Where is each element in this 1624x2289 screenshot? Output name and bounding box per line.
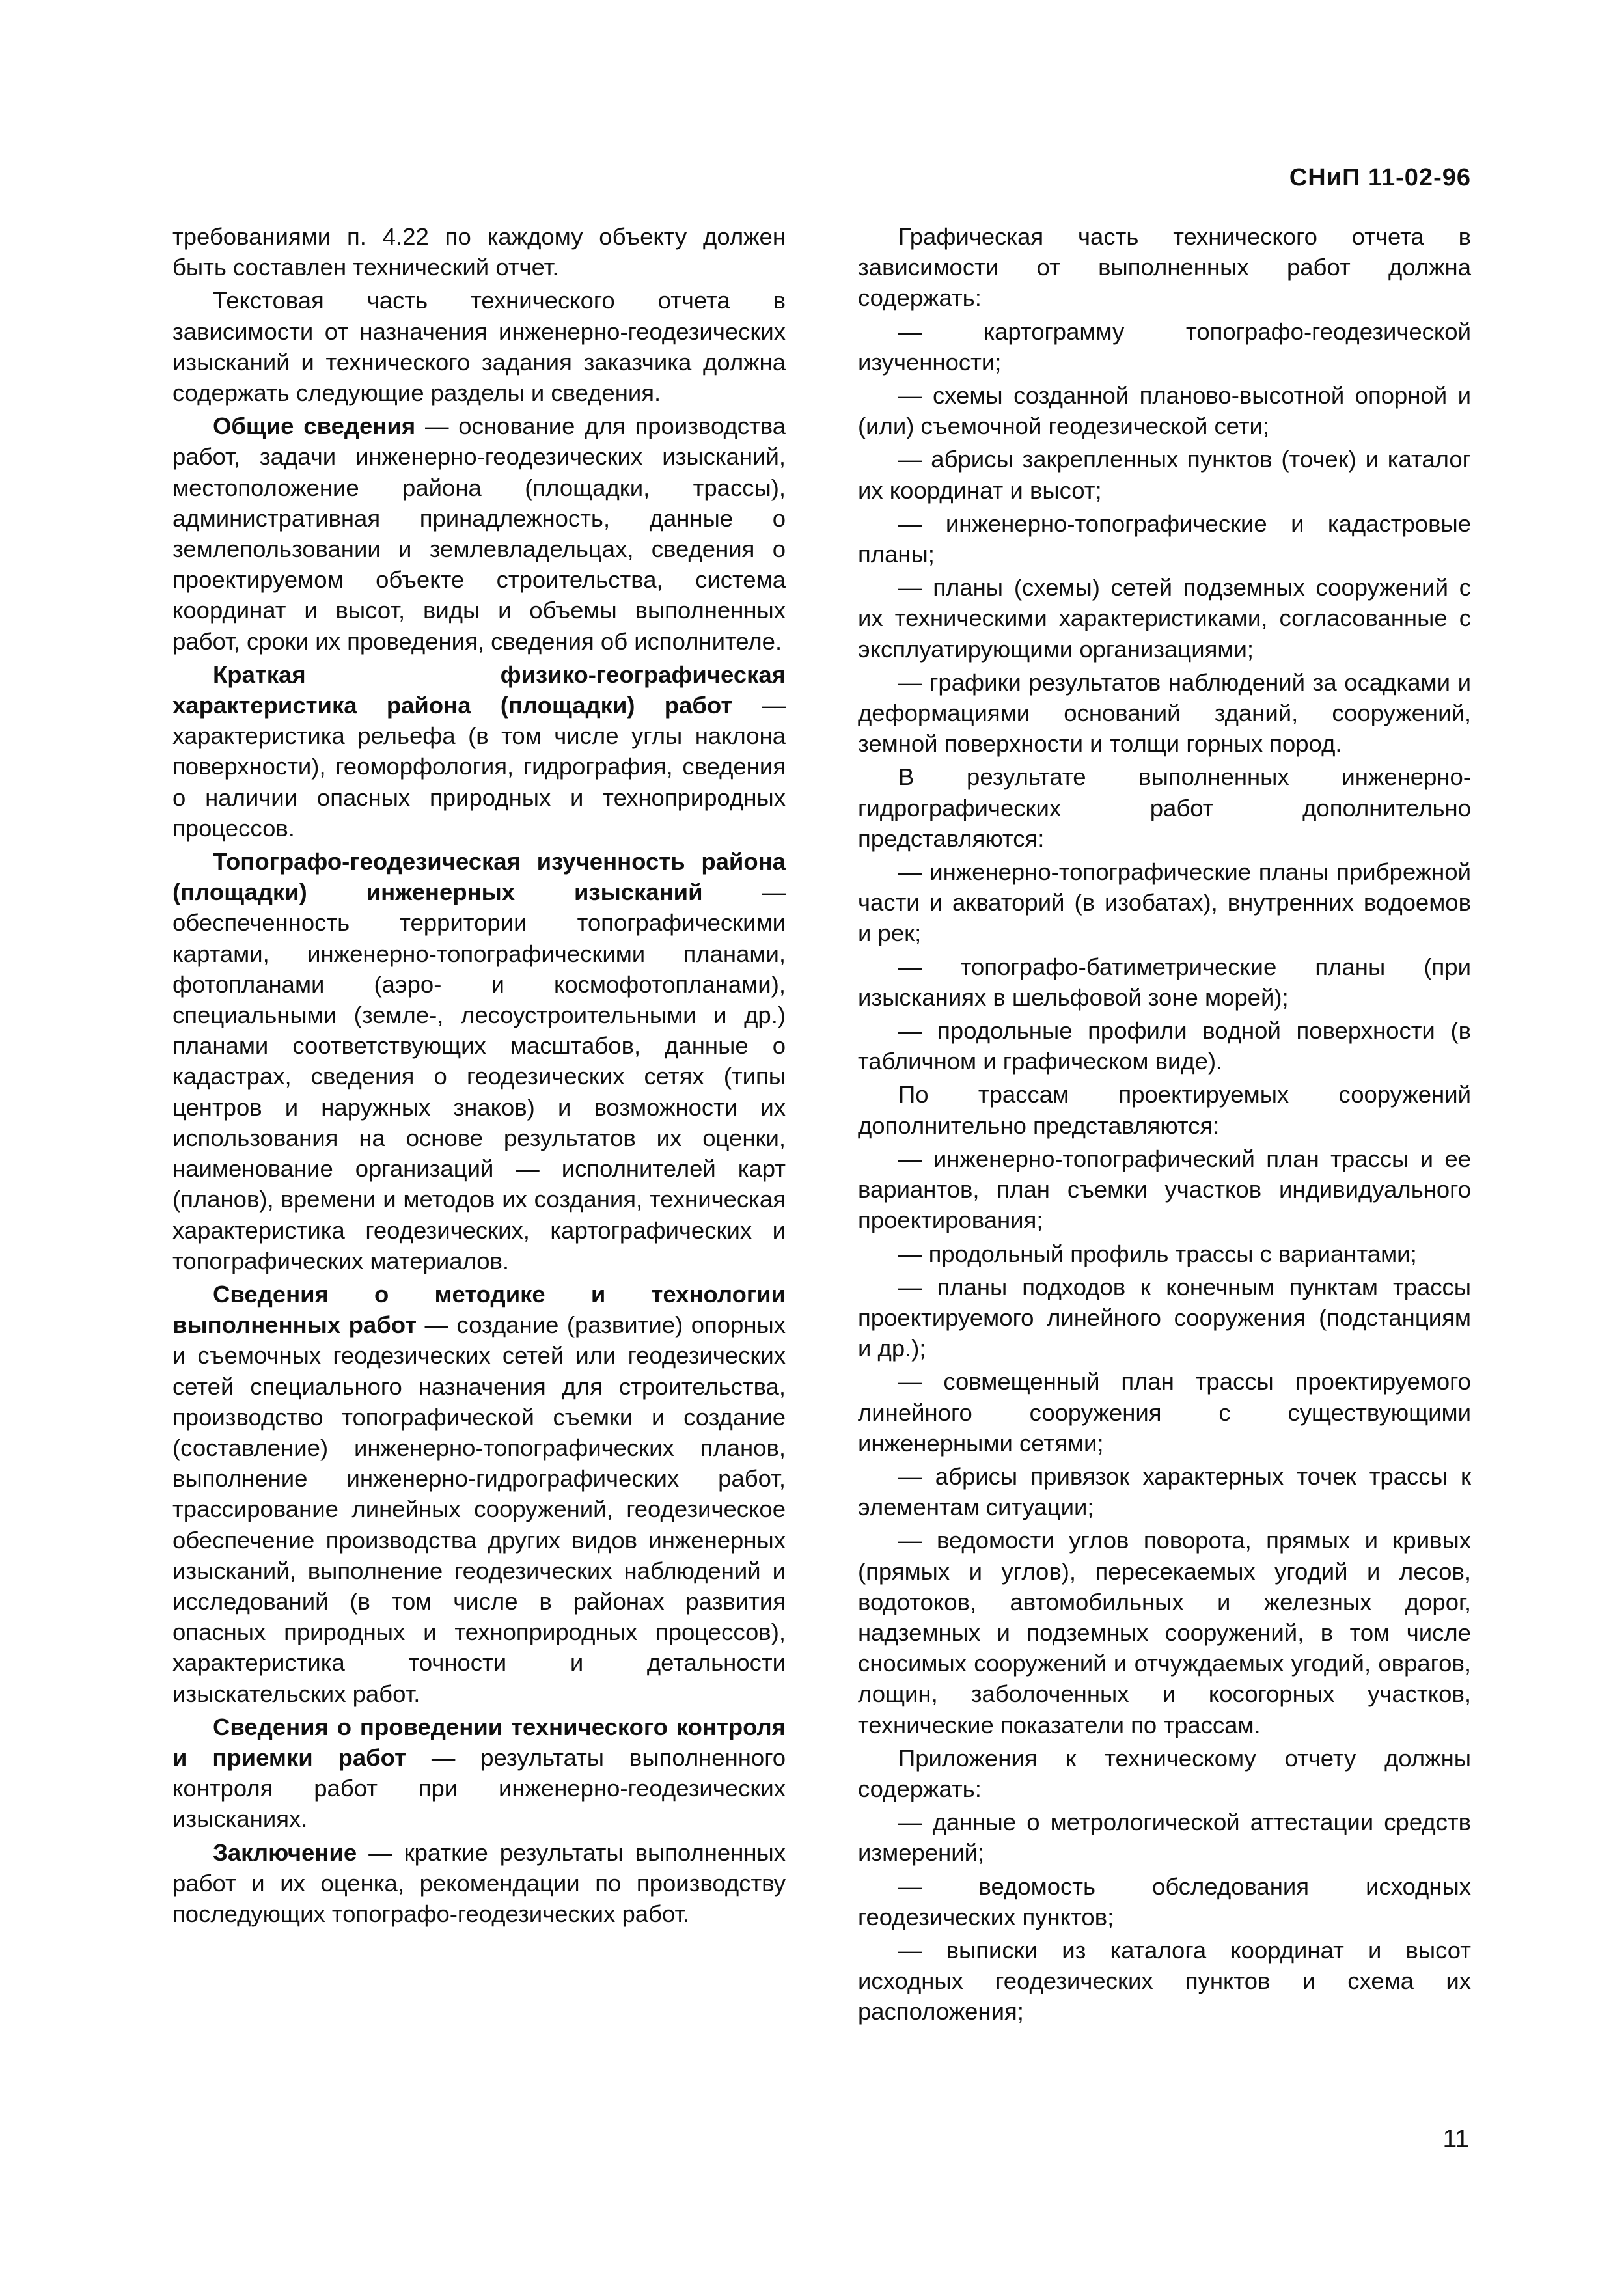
paragraph-text: В результате выполненных инженерно-гидрографических работ дополнительно представляются: [858, 763, 1471, 852]
paragraph [858, 1807, 1471, 1868]
paragraph-text: — картограмму топографо-геодезической изученности; [858, 318, 1471, 376]
paragraph-text: — характеристика рельефа (в том числе углы наклона поверхности), геоморфология, гидрография, сведения о наличии опасных природных и техноприродных процессов. [172, 692, 786, 842]
paragraph-text: — создание (развитие) опорных и съемочных геодезических сетей или геодезических сетей специального назначения для строительства, производство топографической съемки и создание (составление) инженерно-топографических планов, выполнение инженерно-гидрографических работ, трассирование линейных сооружений, геодезическое обеспечение производства других видов инженерных изысканий, выполнение геодезических наблюдений и исследований (в том числе в районах развития опасных природных и техноприродных процессов), характеристика точности и детальности изыскательских работ. [172, 1311, 786, 1707]
paragraph-text: — планы (схемы) сетей подземных сооружений с их техническими характеристиками, согласованные с эксплуатирующими организациями; [858, 574, 1471, 663]
paragraph [172, 1279, 786, 1709]
paragraph [858, 1239, 1471, 1269]
section-term: Сведения о методике и технологии выполненных работ [172, 1280, 786, 1339]
paragraph-text: Графическая часть технического отчета в зависимости от выполненных работ должна содержать: [858, 223, 1471, 312]
paragraph [858, 1525, 1471, 1740]
section-term: Топографо-геодезическая изученность района (площадки) инженерных изысканий [172, 848, 786, 906]
paragraph-text: — планы подходов к конечным пунктам трассы проектируемого линейного сооружения (подстанциям и др.); [858, 1273, 1471, 1362]
paragraph-text: — выписки из каталога координат и высот исходных геодезических пунктов и схема их расположения; [858, 1936, 1471, 2025]
paragraph-text: — краткие результаты выполненных работ и их оценка, рекомендации по производству последующих топографо-геодезических работ. [172, 1839, 786, 1927]
paragraph [858, 1461, 1471, 1522]
paragraph [858, 572, 1471, 665]
paragraph [858, 667, 1471, 760]
paragraph [858, 857, 1471, 949]
paragraph [858, 1015, 1471, 1076]
paragraph-text: — инженерно-топографические планы прибрежной части и акваторий (в изобатах), внутренних водоемов и рек; [858, 858, 1471, 947]
paragraph-text: — инженерно-топографические и кадастровые планы; [858, 510, 1471, 568]
paragraph [858, 952, 1471, 1013]
paragraph-text: Приложения к техническому отчету должны содержать: [858, 1744, 1471, 1802]
paragraph [858, 1935, 1471, 2027]
right-text-column [858, 221, 1471, 2030]
paragraph [172, 285, 786, 408]
paragraph [858, 1272, 1471, 1364]
paragraph [858, 508, 1471, 569]
paragraph [172, 1712, 786, 1835]
paragraph-text: — обеспеченность территории топографическими картами, инженерно-топографическими планами, фотопланами (аэро- и космофотопланами), специальными (земле-, лесоустроительными и др.) планами соответствующих масштабов, данные о кадастрах, сведения о геодезических сетях (типы центров и наружных знаков) и возможности их использования на основе результатов их оценки, наименование организаций — исполнителей карт (планов), времени и методов их создания, техническая характеристика геодезических, картографических и топографических материалов. [172, 879, 786, 1274]
paragraph [172, 1837, 786, 1930]
left-text-column [172, 221, 786, 1932]
document-code-header: СНиП 11-02-96 [1289, 164, 1471, 191]
paragraph-text: — топографо-батиметрические планы (при изысканиях в шельфовой зоне морей); [858, 953, 1471, 1011]
paragraph-text: — ведомости углов поворота, прямых и кривых (прямых и углов), пересекаемых угодий и лесов, водотоков, автомобильных и железных дорог, надземных и подземных сооружений, в том числе сносимых сооружений и отчуждаемых угодий, оврагов, лощин, заболоченных и косогорных участков, технические показатели по трассам. [858, 1527, 1471, 1738]
paragraph [858, 380, 1471, 441]
paragraph-text: — схемы созданной планово-высотной опорной и (или) съемочной геодезической сети; [858, 382, 1471, 440]
page-number: 11 [1442, 2125, 1469, 2153]
paragraph [858, 316, 1471, 377]
paragraph-text: — графики результатов наблюдений за осадками и деформациями оснований зданий, сооружений, земной поверхности и толщи горных пород. [858, 668, 1471, 758]
paragraph-text: — ведомость обследования исходных геодезических пунктов; [858, 1872, 1471, 1930]
paragraph [858, 221, 1471, 314]
paragraph-text: — основание для производства работ, задачи инженерно-геодезических изысканий, местоположение района (площадки, трассы), административная принадлежность, данные о землепользовании и землевладельцах, сведения о проектируемом объекте строительства, система координат и высот, виды и объемы выполненных работ, сроки их проведения, сведения об исполнителе. [172, 413, 786, 655]
paragraph-text: Текстовая часть технического отчета в зависимости от назначения инженерно-геодезических изысканий и технического задания заказчика должна содержать следующие разделы и сведения. [172, 287, 786, 407]
paragraph-text: — совмещенный план трассы проектируемого линейного сооружения с существующими инженерными сетями; [858, 1368, 1471, 1457]
paragraph-text: По трассам проектируемых сооружений дополнительно представляются: [858, 1081, 1471, 1139]
paragraph [858, 1079, 1471, 1140]
paragraph [858, 1144, 1471, 1236]
paragraph [858, 1871, 1471, 1932]
paragraph-text: — инженерно-топографический план трассы и ее вариантов, план съемки участков индивидуального проектирования; [858, 1145, 1471, 1234]
section-term: Сведения о проведении технического контроля и приемки работ [172, 1713, 786, 1771]
paragraph-text: — данные о метрологической аттестации средств измерений; [858, 1809, 1471, 1867]
paragraph [172, 411, 786, 657]
paragraph [858, 1366, 1471, 1459]
paragraph [858, 1743, 1471, 1804]
paragraph-text: — абрисы привязок характерных точек трассы к элементам ситуации; [858, 1462, 1471, 1521]
section-term: Заключение [213, 1839, 357, 1866]
paragraph [858, 761, 1471, 854]
paragraph-text: требованиями п. 4.22 по каждому объекту должен быть составлен технический отчет. [172, 223, 786, 281]
paragraph-text: — продольный профиль трассы с вариантами; [898, 1240, 1417, 1267]
paragraph-text: — абрисы закрепленных пунктов (точек) и каталог их координат и высот; [858, 446, 1471, 504]
section-term: Общие сведения [213, 413, 416, 440]
paragraph [172, 221, 786, 282]
paragraph-text: — продольные профили водной поверхности (в табличном и графическом виде). [858, 1017, 1471, 1075]
section-term: Краткая физико-географическая характеристика района (площадки) работ [172, 661, 786, 719]
paragraph [172, 659, 786, 843]
paragraph [858, 444, 1471, 505]
paragraph-text: — результаты выполненного контроля работ при инженерно-геодезических изысканиях. [172, 1744, 786, 1833]
paragraph [172, 846, 786, 1276]
